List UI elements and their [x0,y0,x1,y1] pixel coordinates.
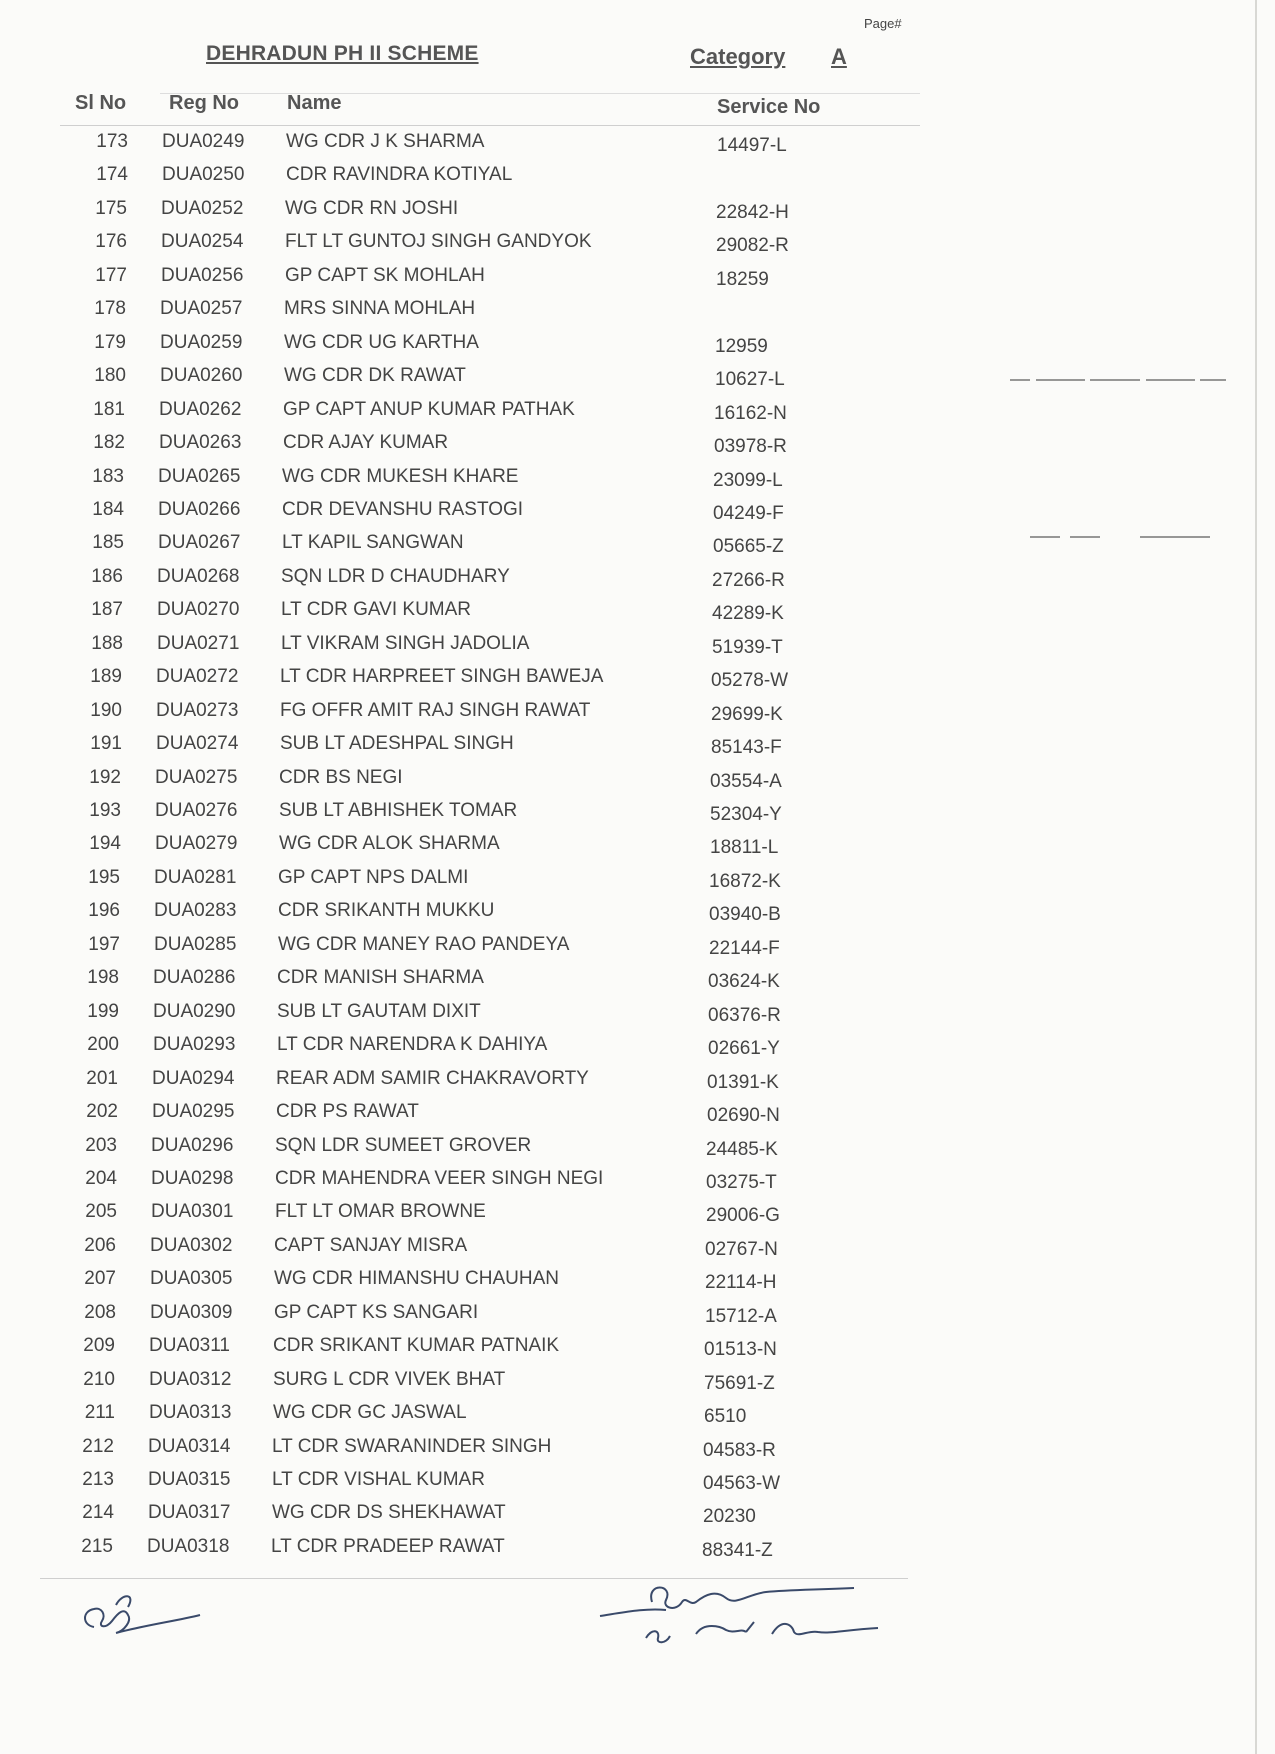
reg-no-cell: DUA0249 [162,131,245,152]
name-cell: GP CAPT SK MOHLAH [285,264,485,286]
table-row [0,1436,1275,1468]
service-no-cell: 29006-G [706,1205,780,1227]
sl-no-cell: 183 [92,465,124,487]
reg-no-cell: DUA0252 [161,197,244,219]
sl-no-cell: 212 [82,1435,114,1457]
name-cell: MRS SINNA MOHLAH [284,298,476,320]
sl-no-cell: 182 [93,432,125,454]
table-row [0,1001,1275,1033]
sl-no-cell: 200 [87,1034,119,1056]
name-cell: SUB LT ADESHPAL SINGH [280,733,514,755]
sl-no-cell: 180 [94,365,126,387]
table-row [0,332,1275,364]
name-cell: CAPT SANJAY MISRA [274,1234,468,1256]
name-cell: FLT LT GUNTOJ SINGH GANDYOK [285,231,592,253]
reg-no-cell: DUA0295 [152,1101,235,1123]
table-row [0,1168,1275,1200]
name-cell: WG CDR GC JASWAL [273,1402,467,1424]
service-no-cell: 05278-W [711,670,789,692]
table-row [0,833,1275,865]
name-cell: CDR RAVINDRA KOTIYAL [286,164,513,186]
name-cell: CDR SRIKANT KUMAR PATNAIK [273,1335,560,1357]
name-cell: WG CDR MANEY RAO PANDEYA [278,933,570,955]
table-row [0,900,1275,932]
service-no-cell: 6510 [704,1406,747,1428]
sl-no-cell: 175 [95,197,127,219]
name-cell: CDR PS RAWAT [276,1101,419,1123]
table-row [0,1469,1275,1501]
reg-no-cell: DUA0296 [151,1134,234,1156]
sl-no-cell: 198 [87,967,119,989]
sl-no-cell: 191 [90,733,122,755]
sl-no-cell: 185 [92,532,124,554]
name-cell: WG CDR ALOK SHARMA [279,833,500,855]
table-row [0,599,1275,631]
sl-no-cell: 181 [93,398,125,420]
service-no-cell: 18811-L [710,837,779,859]
reg-no-cell: DUA0273 [156,699,239,721]
document-title: DEHRADUN PH II SCHEME [206,42,479,65]
sl-no-cell: 174 [96,164,128,186]
category-label: Category [690,44,786,69]
service-no-cell: 03978-R [714,436,787,458]
table-row [0,633,1275,665]
table-row [0,1369,1275,1401]
service-no-cell: 06376-R [708,1004,781,1026]
reg-no-cell: DUA0314 [148,1435,231,1457]
sl-no-cell: 188 [91,632,123,654]
service-no-cell: 03554-A [710,770,782,792]
reg-no-cell: DUA0285 [154,933,237,955]
service-no-cell: 18259 [716,268,769,290]
reg-no-cell: DUA0294 [152,1067,235,1089]
name-cell: WG CDR RN JOSHI [285,197,459,219]
table-row [0,700,1275,732]
table-row [0,733,1275,765]
reg-no-cell: DUA0272 [156,666,239,688]
service-no-cell: 22144-F [709,937,780,959]
service-no-cell: 04563-W [703,1473,781,1494]
name-cell: SURG L CDR VIVEK BHAT [273,1368,506,1390]
name-cell: REAR ADM SAMIR CHAKRAVORTY [276,1067,589,1089]
reg-no-cell: DUA0276 [155,800,238,821]
reg-no-cell: DUA0260 [160,365,243,387]
table-row [0,967,1275,999]
service-no-cell: 01513-N [704,1339,777,1361]
name-cell: LT CDR PRADEEP RAWAT [271,1535,505,1557]
name-cell: LT CDR HARPREET SINGH BAWEJA [280,666,604,688]
service-no-cell: 52304-Y [710,804,782,825]
reg-no-cell: DUA0257 [160,298,243,320]
table-row [0,131,1275,163]
reg-no-cell: DUA0279 [155,833,238,855]
officer-signature [596,1572,886,1652]
column-header-name: Name [287,92,342,114]
column-header-sl-no: Sl No [75,92,127,114]
sl-no-cell: 213 [82,1469,114,1490]
table-row [0,1402,1275,1434]
sl-no-cell: 196 [88,900,120,922]
reg-no-cell: DUA0301 [151,1201,234,1223]
sl-no-cell: 186 [91,565,123,587]
table-row [0,566,1275,598]
reg-no-cell: DUA0312 [149,1368,232,1390]
name-cell: FLT LT OMAR BROWNE [275,1201,486,1223]
reg-no-cell: DUA0317 [148,1502,231,1524]
name-cell: LT CDR NARENDRA K DAHIYA [277,1034,548,1056]
scan-noise-marks [990,360,1230,550]
service-no-cell: 29082-R [716,235,789,257]
reg-no-cell: DUA0259 [160,331,243,353]
table-row [0,1034,1275,1066]
table-row [0,1135,1275,1167]
reg-no-cell: DUA0293 [153,1034,236,1056]
service-no-cell: 16162-N [714,402,787,424]
sl-no-cell: 190 [90,699,122,721]
table-row [0,934,1275,966]
page-number-label: Page# [864,16,902,31]
sl-no-cell: 194 [89,833,121,855]
reg-no-cell: DUA0250 [162,164,245,186]
reg-no-cell: DUA0286 [153,967,236,989]
sl-no-cell: 211 [84,1402,115,1424]
name-cell: WG CDR J K SHARMA [286,131,485,152]
sl-no-cell: 215 [81,1535,113,1557]
name-cell: LT CDR GAVI KUMAR [281,599,472,621]
name-cell: GP CAPT KS SANGARI [274,1301,479,1323]
name-cell: WG CDR UG KARTHA [284,331,479,353]
service-no-cell: 10627-L [715,369,785,391]
reg-no-cell: DUA0268 [157,565,240,587]
category-value: A [831,44,847,69]
name-cell: LT KAPIL SANGWAN [282,532,464,554]
name-cell: CDR AJAY KUMAR [283,432,449,454]
service-no-cell: 24485-K [706,1138,778,1160]
column-header-service-no: Service No [717,96,821,118]
name-cell: GP CAPT NPS DALMI [278,866,469,888]
sl-no-cell: 210 [83,1368,115,1390]
table-row [0,767,1275,799]
sl-no-cell: 206 [84,1234,116,1256]
name-cell: SUB LT GAUTAM DIXIT [277,1000,481,1022]
table-row [0,1268,1275,1300]
service-no-cell: 03940-B [709,904,781,926]
reg-no-cell: DUA0262 [159,398,242,420]
service-no-cell: 29699-K [711,703,783,725]
service-no-cell: 15712-A [705,1305,777,1327]
table-row [0,164,1275,196]
service-no-cell: 02690-N [707,1105,780,1127]
service-no-cell: 16872-K [709,870,781,892]
reg-no-cell: DUA0265 [158,465,241,487]
name-cell: GP CAPT ANUP KUMAR PATHAK [283,398,575,420]
reg-no-cell: DUA0275 [155,766,238,788]
sl-no-cell: 195 [88,866,120,888]
sl-no-cell: 173 [96,131,128,152]
name-cell: SQN LDR SUMEET GROVER [275,1134,532,1156]
service-no-cell: 04249-F [713,502,784,524]
reg-no-cell: DUA0270 [157,599,240,621]
table-row [0,231,1275,263]
sl-no-cell: 201 [86,1067,118,1089]
sl-no-cell: 187 [91,599,123,621]
sl-no-cell: 204 [85,1167,117,1189]
sl-no-cell: 178 [94,298,126,320]
reg-no-cell: DUA0305 [150,1268,233,1290]
reg-no-cell: DUA0274 [156,733,239,755]
service-no-cell: 03275-T [706,1171,777,1193]
reg-no-cell: DUA0298 [151,1167,234,1189]
service-no-cell: 75691-Z [704,1372,775,1394]
name-cell: LT CDR SWARANINDER SINGH [272,1435,552,1457]
name-cell: CDR SRIKANTH MUKKU [278,900,495,922]
service-no-cell: 20230 [703,1506,756,1528]
reg-no-cell: DUA0311 [149,1335,230,1357]
name-cell: LT VIKRAM SINGH JADOLIA [281,632,530,654]
table-row [0,1235,1275,1267]
reg-no-cell: DUA0318 [147,1535,230,1557]
service-no-cell: 04583-R [703,1439,776,1461]
name-cell: WG CDR DS SHEKHAWAT [272,1502,506,1524]
table-row [0,198,1275,230]
table-row [0,867,1275,899]
service-no-cell: 22114-H [705,1272,777,1294]
sl-no-cell: 177 [95,264,127,286]
reg-no-cell: DUA0315 [148,1469,231,1490]
reg-no-cell: DUA0266 [158,498,241,520]
reg-no-cell: DUA0281 [154,866,237,888]
table-row [0,800,1275,832]
service-no-cell: 22842-H [716,201,789,223]
sl-no-cell: 192 [89,766,121,788]
table-row [0,265,1275,297]
service-no-cell: 51939-T [712,636,783,658]
sl-no-cell: 199 [87,1000,119,1022]
table-row [0,1536,1275,1568]
reg-no-cell: DUA0309 [150,1301,233,1323]
sl-no-cell: 207 [84,1268,116,1290]
service-no-cell: 27266-R [712,569,785,591]
name-cell: FG OFFR AMIT RAJ SINGH RAWAT [280,699,591,721]
sl-no-cell: 197 [88,933,120,955]
sl-no-cell: 202 [86,1101,118,1123]
name-cell: CDR BS NEGI [279,766,403,788]
initials-signature [76,1585,206,1645]
name-cell: SQN LDR D CHAUDHARY [281,565,510,587]
sl-no-cell: 205 [85,1201,117,1223]
sl-no-cell: 176 [95,231,127,253]
name-cell: WG CDR HIMANSHU CHAUHAN [274,1268,559,1290]
sl-no-cell: 203 [85,1134,117,1156]
reg-no-cell: DUA0271 [157,632,240,654]
table-row [0,1302,1275,1334]
service-no-cell: 02767-N [705,1238,778,1260]
name-cell: WG CDR DK RAWAT [284,365,466,387]
reg-no-cell: DUA0263 [159,432,242,454]
table-row [0,666,1275,698]
table-row [0,1068,1275,1100]
service-no-cell: 12959 [715,335,768,357]
sl-no-cell: 179 [94,331,126,353]
reg-no-cell: DUA0302 [150,1234,233,1256]
sl-no-cell: 184 [92,498,124,520]
service-no-cell: 05665-Z [713,536,784,558]
service-no-cell: 88341-Z [702,1539,773,1561]
reg-no-cell: DUA0254 [161,231,244,253]
name-cell: CDR MAHENDRA VEER SINGH NEGI [275,1167,604,1189]
table-row [0,1335,1275,1367]
service-no-cell: 14497-L [717,135,787,156]
column-header-reg-no: Reg No [169,92,239,114]
name-cell: CDR MANISH SHARMA [277,967,484,989]
table-row [0,1502,1275,1534]
table-row [0,298,1275,330]
table-row [0,1201,1275,1233]
sl-no-cell: 193 [89,800,121,821]
sl-no-cell: 208 [84,1301,116,1323]
reg-no-cell: DUA0290 [153,1000,236,1022]
sl-no-cell: 189 [90,666,122,688]
name-cell: LT CDR VISHAL KUMAR [272,1469,485,1490]
reg-no-cell: DUA0267 [158,532,241,554]
reg-no-cell: DUA0283 [154,900,237,922]
service-no-cell: 02661-Y [708,1038,780,1060]
reg-no-cell: DUA0256 [161,264,244,286]
service-no-cell: 03624-K [708,971,780,993]
service-no-cell: 01391-K [707,1071,779,1093]
name-cell: SUB LT ABHISHEK TOMAR [279,800,518,821]
table-row [0,1101,1275,1133]
name-cell: CDR DEVANSHU RASTOGI [282,498,524,520]
reg-no-cell: DUA0313 [149,1402,232,1424]
sl-no-cell: 209 [83,1335,115,1357]
service-no-cell: 85143-F [711,737,782,759]
service-no-cell: 42289-K [712,603,784,625]
name-cell: WG CDR MUKESH KHARE [282,465,519,487]
service-no-cell: 23099-L [713,469,783,491]
sl-no-cell: 214 [82,1502,114,1524]
